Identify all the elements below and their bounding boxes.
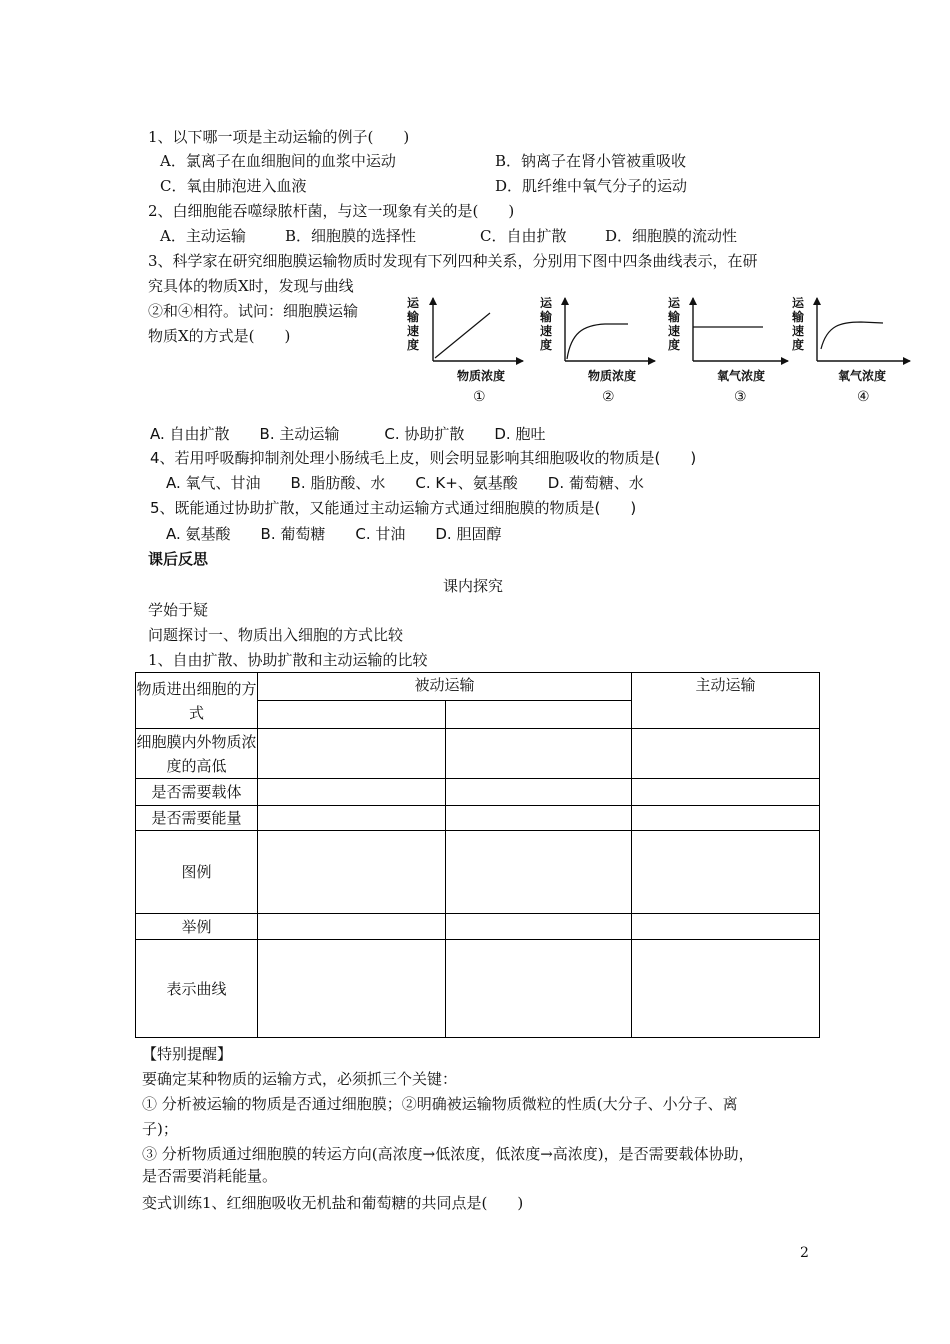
table-cell[interactable] <box>632 831 820 914</box>
table-row <box>136 914 820 940</box>
q3-options: A. 自由扩散 B. 主动运输 C. 协助扩散 D. 胞吐 <box>150 425 546 443</box>
table-cell[interactable] <box>258 729 446 779</box>
graph-4-ylabel-3: 度 <box>792 338 805 352</box>
graph-2-curve <box>567 324 628 359</box>
q1-option-d: D．肌纤维中氧气分子的运动 <box>495 177 688 195</box>
table-cell[interactable] <box>632 940 820 1038</box>
tip-line-1: 要确定某种物质的运输方式，必须抓三个关键： <box>142 1070 458 1088</box>
q4-options: A. 氧气、甘油 B. 脂肪酸、水 C. K+、氨基酸 D. 葡萄糖、水 <box>166 474 644 492</box>
row-label-curve: 表示曲线 <box>136 940 258 1038</box>
comparison-table <box>135 672 820 1038</box>
table-cell[interactable] <box>632 729 820 779</box>
graph-3-ylabel-1: 输 <box>668 310 681 324</box>
header-passive-cell <box>258 673 632 701</box>
graph-2-ylabel-2: 速 <box>540 324 553 338</box>
page-number: 2 <box>800 1245 809 1261</box>
subheading-1: 学始于疑 <box>148 601 209 619</box>
q3-line-4: 物质X的方式是( ) <box>148 327 291 345</box>
subheading-2: 问题探讨一、物质出入细胞的方式比较 <box>148 626 404 644</box>
graph-4-number: ④ <box>857 389 870 405</box>
q2-stem: 2、白细胞能吞噬绿脓杆菌，与这一现象有关的是( ) <box>148 202 515 220</box>
graph-1-ylabel-2: 速 <box>407 324 420 338</box>
graph-3-xlabel: 氧气浓度 <box>717 369 766 383</box>
q1-option-a: A．氯离子在血细胞间的血浆中运动 <box>160 152 396 170</box>
tip-title: 【特别提醒】 <box>142 1045 233 1063</box>
table-cell[interactable] <box>446 806 632 831</box>
q3-line-1: 3、科学家在研究细胞膜运输物质时发现有下列四种关系，分别用下图中四条曲线表示，在研 <box>148 252 758 270</box>
table-cell[interactable] <box>258 940 446 1038</box>
cell-passive-1[interactable] <box>258 701 446 729</box>
row-label-example: 举例 <box>136 914 258 940</box>
cell-passive-2[interactable] <box>446 701 632 729</box>
table-row <box>136 940 820 1038</box>
variant-exercise: 变式训练1、红细胞吸收无机盐和葡萄糖的共同点是( ) <box>142 1194 524 1212</box>
row-label-carrier: 是否需要载体 <box>136 779 258 806</box>
graph-3-ylabel-0: 运 <box>668 296 681 310</box>
table-cell[interactable] <box>446 729 632 779</box>
graph-4-curve <box>821 322 883 349</box>
header-way: 物质进出细胞的方式 <box>136 679 257 722</box>
section-title: 课内探究 <box>443 577 504 595</box>
row-label-concentration: 细胞膜内外物质浓度的高低 <box>136 729 258 779</box>
table-row <box>136 806 820 831</box>
table-cell[interactable] <box>446 940 632 1038</box>
q2-option-d: D．细胞膜的流动性 <box>605 227 738 245</box>
tip-line-4: ③ 分析物质通过细胞膜的转运方向(高浓度→低浓度，低浓度→高浓度)，是否需要载体协助， <box>142 1145 754 1163</box>
graph-1-xlabel: 物质浓度 <box>457 369 506 383</box>
reflection-heading: 课后反思 <box>148 550 209 568</box>
table-cell[interactable] <box>446 831 632 914</box>
table-row <box>136 729 820 779</box>
q2-option-c: C．自由扩散 <box>480 227 567 245</box>
tip-line-5: 是否需要消耗能量。 <box>142 1167 278 1185</box>
graph-4-xlabel: 氧气浓度 <box>838 369 887 383</box>
graph-3-ylabel-3: 度 <box>668 338 681 352</box>
graph-1-number: ① <box>473 389 486 405</box>
header-active-cell <box>632 673 820 729</box>
row-label-diagram: 图例 <box>136 831 258 914</box>
table-cell[interactable] <box>632 914 820 940</box>
table-row <box>136 779 820 806</box>
header-active: 主动运输 <box>695 676 756 694</box>
graph-1 <box>406 295 523 405</box>
graph-2-number: ② <box>602 389 615 405</box>
table-cell[interactable] <box>632 779 820 806</box>
graph-2-ylabel-1: 输 <box>540 310 553 324</box>
table-cell[interactable] <box>632 806 820 831</box>
q1-option-b: B．钠离子在肾小管被重吸收 <box>495 152 687 170</box>
table-cell[interactable] <box>446 914 632 940</box>
tip-line-2: ① 分析被运输的物质是否通过细胞膜；②明确被运输物质微粒的性质(大分子、小分子、离 <box>142 1095 738 1113</box>
graph-4 <box>791 295 910 405</box>
header-passive: 被动运输 <box>414 676 475 694</box>
graph-1-ylabel-3: 度 <box>407 338 420 352</box>
table-cell[interactable] <box>258 831 446 914</box>
graph-1-ylabel-0: 运 <box>407 296 420 310</box>
q2-option-a: A．主动运输 <box>160 227 246 245</box>
q3-line-2: 究具体的物质X时，发现与曲线 <box>148 277 354 295</box>
q4-stem: 4、若用呼吸酶抑制剂处理小肠绒毛上皮，则会明显影响其细胞吸收的物质是( ) <box>150 449 697 467</box>
graph-1-ylabel-1: 输 <box>407 310 420 324</box>
graph-3 <box>667 295 788 405</box>
graph-2-ylabel-0: 运 <box>540 296 553 310</box>
q2-option-b: B．细胞膜的选择性 <box>285 227 417 245</box>
graph-4-ylabel-2: 速 <box>792 324 805 338</box>
q5-stem: 5、既能通过协助扩散，又能通过主动运输方式通过细胞膜的物质是( ) <box>150 499 637 517</box>
table-row <box>136 831 820 914</box>
graph-3-number: ③ <box>734 389 747 405</box>
q5-options: A. 氨基酸 B. 葡萄糖 C. 甘油 D. 胆固醇 <box>166 525 502 543</box>
q1-stem: 1、以下哪一项是主动运输的例子( ) <box>148 128 410 146</box>
graph-4-ylabel-1: 输 <box>792 310 805 324</box>
tip-line-3: 子)； <box>142 1120 178 1138</box>
graph-4-ylabel-0: 运 <box>792 296 805 310</box>
graph-2-ylabel-3: 度 <box>540 338 553 352</box>
table-cell[interactable] <box>446 779 632 806</box>
graph-3-ylabel-2: 速 <box>668 324 681 338</box>
q1-option-c: C．氧由肺泡进入血液 <box>160 177 307 195</box>
graph-1-curve <box>435 313 490 358</box>
header-way-cell <box>136 673 258 729</box>
graph-2 <box>539 295 655 405</box>
table-cell[interactable] <box>258 914 446 940</box>
table-cell[interactable] <box>258 806 446 831</box>
row-label-energy: 是否需要能量 <box>136 806 258 831</box>
subheading-3: 1、自由扩散、协助扩散和主动运输的比较 <box>148 651 428 669</box>
transport-graphs <box>405 293 915 408</box>
graph-2-xlabel: 物质浓度 <box>588 369 637 383</box>
q3-line-3: ②和④相符。试问：细胞膜运输 <box>148 302 359 320</box>
table-cell[interactable] <box>258 779 446 806</box>
